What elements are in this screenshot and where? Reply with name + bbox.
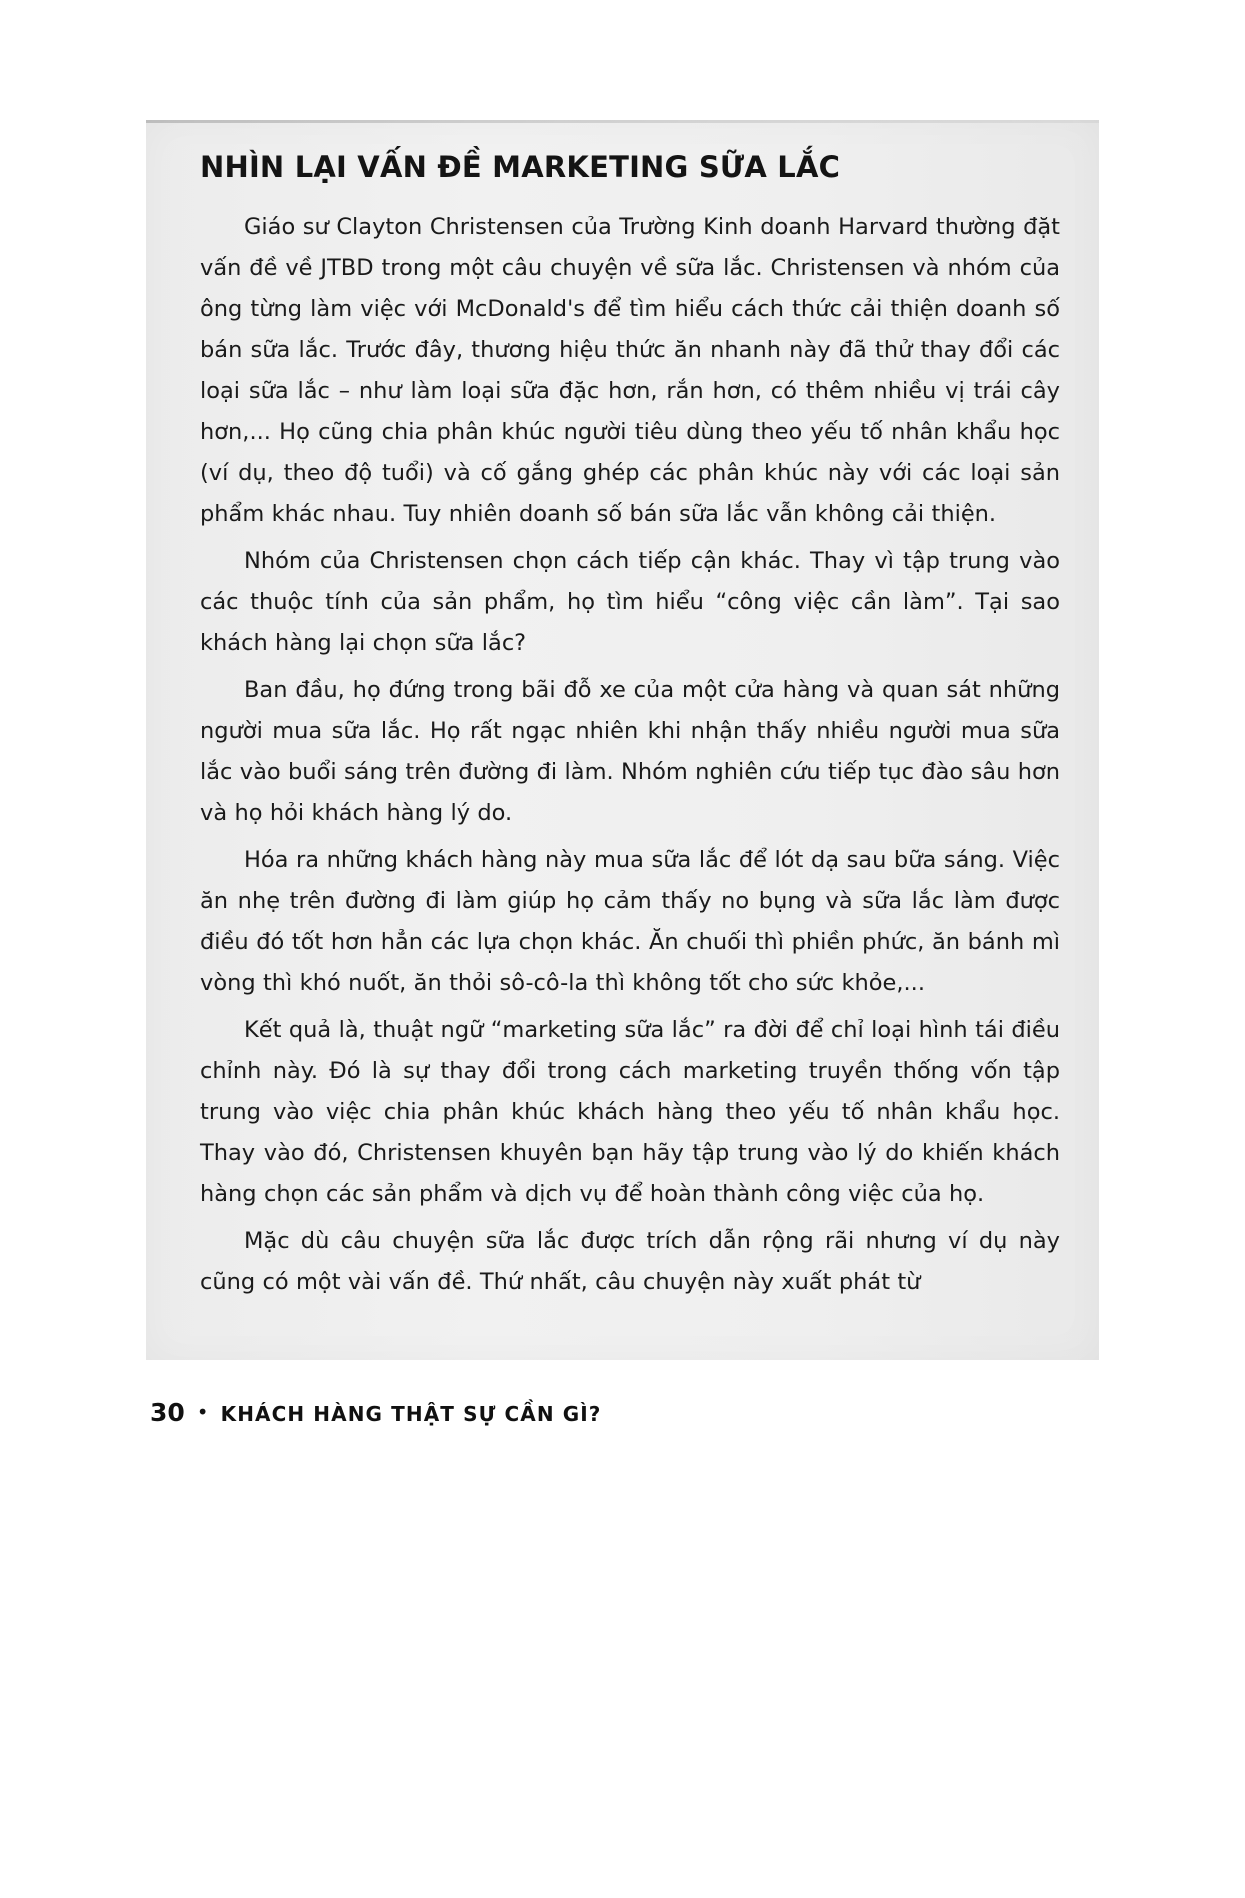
page-footer xyxy=(150,1398,601,1427)
body-paragraph: Giáo sư Clayton Christensen của Trường Kinh doanh Harvard thường đặt vấn đề về JTBD trong một câu chuyện về sữa lắc. Christensen và nhóm của ông từng làm việc với McDonald's để tìm hiểu cách thức cải thiện doanh số bán sữa lắc. Trước đây, thương hiệu thức ăn nhanh này đã thử thay đổi các loại sữa lắc – như làm loại sữa đặc hơn, rắn hơn, có thêm nhiều vị trái cây hơn,... Họ cũng chia phân khúc người tiêu dùng theo yếu tố nhân khẩu học (ví dụ, theo độ tuổi) và cố gắng ghép các phân khúc này với các loại sản phẩm khác nhau. Tuy nhiên doanh số bán sữa lắc vẫn không cải thiện. xyxy=(200,213,1060,527)
body-paragraph: Ban đầu, họ đứng trong bãi đỗ xe của một cửa hàng và quan sát những người mua sữa lắc. Họ rất ngạc nhiên khi nhận thấy nhiều người mua sữa lắc vào buổi sáng trên đường đi làm. Nhóm nghiên cứu tiếp tục đào sâu hơn và họ hỏi khách hàng lý do. xyxy=(200,676,1060,826)
body-paragraph: Kết quả là, thuật ngữ “marketing sữa lắc” ra đời để chỉ loại hình tái điều chỉnh này. Đó là sự thay đổi trong cách marketing truyền thống vốn tập trung vào việc chia phân khúc khách hàng theo yếu tố nhân khẩu học. Thay vào đó, Christensen khuyên bạn hãy tập trung vào lý do khiến khách hàng chọn các sản phẩm và dịch vụ để hoàn thành công việc của họ. xyxy=(200,1016,1060,1207)
body-paragraph: Nhóm của Christensen chọn cách tiếp cận khác. Thay vì tập trung vào các thuộc tính của sản phẩm, họ tìm hiểu “công việc cần làm”. Tại sao khách hàng lại chọn sữa lắc? xyxy=(200,547,1060,656)
footer-separator: • xyxy=(196,1400,209,1424)
page-number: 30 xyxy=(150,1398,185,1427)
body-paragraph: Hóa ra những khách hàng này mua sữa lắc để lót dạ sau bữa sáng. Việc ăn nhẹ trên đường đi làm giúp họ cảm thấy no bụng và sữa lắc làm được điều đó tốt hơn hẳn các lựa chọn khác. Ăn chuối thì phiền phức, ăn bánh mì vòng thì khó nuốt, ăn thỏi sô-cô-la thì không tốt cho sức khỏe,... xyxy=(200,846,1060,996)
running-head: KHÁCH HÀNG THẬT SỰ CẦN GÌ? xyxy=(220,1402,602,1426)
page-title: NHÌN LẠI VẤN ĐỀ MARKETING SỮA LẮC xyxy=(200,150,841,184)
page-content xyxy=(200,150,1060,1303)
body-paragraph: Mặc dù câu chuyện sữa lắc được trích dẫn rộng rãi nhưng ví dụ này cũng có một vài vấn đề. Thứ nhất, câu chuyện này xuất phát từ xyxy=(200,1227,1060,1295)
